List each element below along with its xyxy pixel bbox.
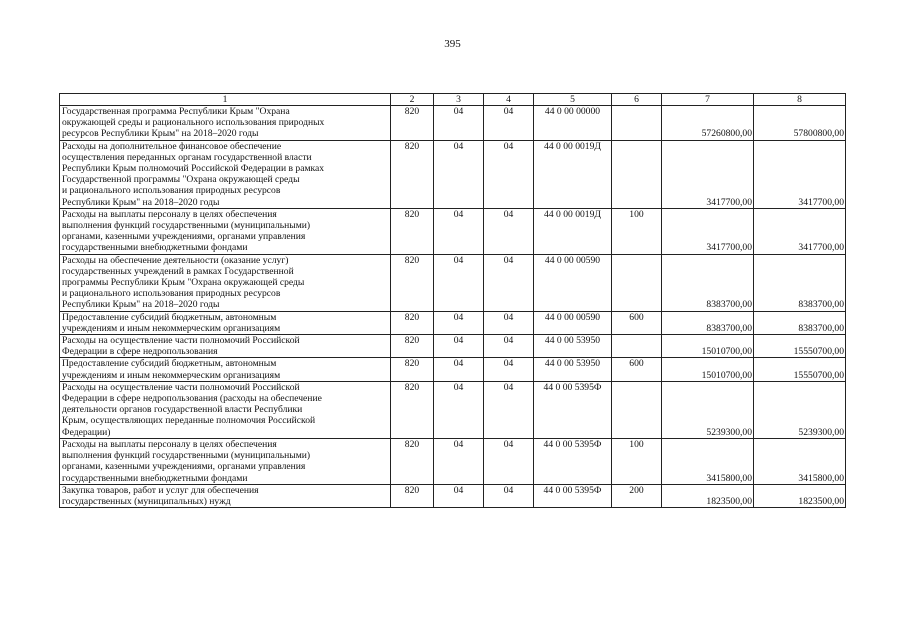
amount-2020-cell: 3417700,00 [754, 208, 846, 254]
department-code-cell: 820 [391, 106, 434, 141]
expense-type-cell: 600 [612, 358, 662, 381]
expense-name-cell [60, 106, 391, 141]
target-article-cell: 44 0 00 00590 [534, 254, 612, 311]
header-cell: 5 [534, 94, 612, 106]
target-article-cell: 44 0 00 5395Ф [534, 381, 612, 438]
expense-name-line: и рационального использования природных ресурсов [62, 185, 281, 197]
amount-2020-cell: 5239300,00 [754, 381, 846, 438]
amount-2019-cell: 1823500,00 [662, 484, 754, 507]
header-cell: 8 [754, 94, 846, 106]
expense-type-cell [612, 106, 662, 141]
table-row [60, 254, 846, 311]
expense-name-line: Расходы на выплаты персоналу в целях обеспечения [62, 208, 277, 220]
expense-name-line: Федерации в сфере недропользования [62, 346, 218, 358]
subsection-cell: 04 [484, 358, 534, 381]
amount-2020-cell: 8383700,00 [754, 254, 846, 311]
expense-name-cell [60, 254, 391, 311]
expense-type-cell: 100 [612, 438, 662, 484]
subsection-cell: 04 [484, 106, 534, 141]
expense-name-line: государственными внебюджетными фондами [62, 472, 248, 484]
expense-type-cell [612, 381, 662, 438]
expense-name-line: окружающей среды и рационального использования природных [62, 117, 325, 129]
amount-2020-cell: 57800800,00 [754, 106, 846, 141]
subsection-cell: 04 [484, 254, 534, 311]
budget-table [59, 93, 846, 508]
section-cell: 04 [434, 484, 484, 507]
target-article-cell: 44 0 00 00590 [534, 311, 612, 334]
expense-name-line: ресурсов Республики Крым" на 2018–2020 годы [62, 128, 259, 140]
expense-name-cell [60, 358, 391, 381]
department-code-cell: 820 [391, 358, 434, 381]
table-row [60, 106, 846, 141]
subsection-cell: 04 [484, 438, 534, 484]
expense-name-line: Республики Крым" на 2018–2020 годы [62, 299, 220, 311]
expense-name-line: Расходы на осуществление части полномочий Российской [62, 335, 300, 347]
expense-name-cell [60, 484, 391, 507]
amount-2019-cell: 3415800,00 [662, 438, 754, 484]
expense-name-line: Расходы на обеспечение деятельности (оказание услуг) [62, 254, 289, 266]
subsection-cell: 04 [484, 208, 534, 254]
expense-name-line: Федерации) [62, 426, 111, 438]
expense-name-cell [60, 335, 391, 358]
department-code-cell: 820 [391, 311, 434, 334]
expense-name-line: Предоставление субсидий бюджетным, автономным [62, 358, 277, 370]
expense-type-cell: 100 [612, 208, 662, 254]
section-cell: 04 [434, 438, 484, 484]
expense-name-line: органами, казенными учреждениями, органами управления [62, 231, 306, 243]
amount-2019-cell: 57260800,00 [662, 106, 754, 141]
amount-2020-cell: 1823500,00 [754, 484, 846, 507]
section-cell: 04 [434, 254, 484, 311]
amount-2020-cell: 15550700,00 [754, 335, 846, 358]
expense-name-cell [60, 140, 391, 208]
table-row [60, 484, 846, 507]
target-article-cell: 44 0 00 5395Ф [534, 438, 612, 484]
expense-name-line: программы Республики Крым "Охрана окружающей среды [62, 277, 305, 289]
expense-type-cell: 200 [612, 484, 662, 507]
table-row [60, 438, 846, 484]
expense-name-line: Закупка товаров, работ и услуг для обеспечения [62, 484, 259, 496]
amount-2019-cell: 15010700,00 [662, 358, 754, 381]
amount-2020-cell: 8383700,00 [754, 311, 846, 334]
table-row [60, 358, 846, 381]
subsection-cell: 04 [484, 381, 534, 438]
expense-name-cell [60, 381, 391, 438]
table-body [60, 106, 846, 508]
subsection-cell: 04 [484, 335, 534, 358]
section-cell: 04 [434, 335, 484, 358]
header-cell: 2 [391, 94, 434, 106]
header-cell: 4 [484, 94, 534, 106]
target-article-cell: 44 0 00 0019Д [534, 140, 612, 208]
amount-2019-cell: 8383700,00 [662, 254, 754, 311]
target-article-cell: 44 0 00 53950 [534, 358, 612, 381]
target-article-cell: 44 0 00 5395Ф [534, 484, 612, 507]
expense-name-line: Расходы на осуществление части полномочий Российской [62, 381, 300, 393]
expense-name-line: Федерации в сфере недропользования (расходы на обеспечение [62, 393, 322, 405]
department-code-cell: 820 [391, 484, 434, 507]
subsection-cell: 04 [484, 484, 534, 507]
expense-type-cell [612, 254, 662, 311]
expense-name-line: и рационального использования природных ресурсов [62, 288, 281, 300]
amount-2020-cell: 3417700,00 [754, 140, 846, 208]
expense-name-line: государственных учреждений в рамках Государственной [62, 265, 294, 277]
department-code-cell: 820 [391, 254, 434, 311]
expense-name-line: выполнения функций государственными (муниципальными) [62, 450, 311, 462]
expense-name-line: государственными внебюджетными фондами [62, 242, 248, 254]
expense-name-line: осуществления переданных органам государственной власти [62, 151, 312, 163]
amount-2019-cell: 3417700,00 [662, 140, 754, 208]
expense-name-line: Государственная программа Республики Крым "Охрана [62, 106, 290, 117]
section-cell: 04 [434, 311, 484, 334]
amount-2019-cell: 5239300,00 [662, 381, 754, 438]
subsection-cell: 04 [484, 140, 534, 208]
header-cell: 7 [662, 94, 754, 106]
table-row [60, 381, 846, 438]
department-code-cell: 820 [391, 438, 434, 484]
expense-name-line: государственных (муниципальных) нужд [62, 495, 231, 507]
target-article-cell: 44 0 00 53950 [534, 335, 612, 358]
expense-type-cell: 600 [612, 311, 662, 334]
page-number: 395 [444, 38, 461, 50]
expense-type-cell [612, 140, 662, 208]
expense-name-line: Расходы на выплаты персоналу в целях обеспечения [62, 438, 277, 450]
header-cell: 3 [434, 94, 484, 106]
target-article-cell: 44 0 00 00000 [534, 106, 612, 141]
amount-2020-cell: 15550700,00 [754, 358, 846, 381]
expense-name-line: органами, казенными учреждениями, органами управления [62, 461, 306, 473]
section-cell: 04 [434, 208, 484, 254]
expense-name-cell [60, 208, 391, 254]
section-cell: 04 [434, 381, 484, 438]
table-row [60, 208, 846, 254]
amount-2019-cell: 3417700,00 [662, 208, 754, 254]
header-cell: 6 [612, 94, 662, 106]
expense-name-line: Крым, осуществляющих переданные полномочия Российской [62, 415, 316, 427]
expense-name-cell [60, 311, 391, 334]
table-row [60, 140, 846, 208]
table-header-row [60, 94, 846, 106]
expense-name-line: Расходы на дополнительное финансовое обеспечение [62, 140, 282, 152]
section-cell: 04 [434, 140, 484, 208]
department-code-cell: 820 [391, 208, 434, 254]
expense-name-line: Республики Крым" на 2018–2020 годы [62, 196, 220, 208]
expense-name-line: выполнения функций государственными (муниципальными) [62, 220, 311, 232]
table-row [60, 311, 846, 334]
expense-name-line: учреждениям и иным некоммерческим организациям [62, 369, 281, 381]
amount-2019-cell: 8383700,00 [662, 311, 754, 334]
section-cell: 04 [434, 106, 484, 141]
expense-name-line: Республики Крым полномочий Российской Федерации в рамках [62, 163, 325, 175]
amount-2019-cell: 15010700,00 [662, 335, 754, 358]
expense-name-line: Предоставление субсидий бюджетным, автономным [62, 311, 277, 323]
expense-name-line: Государственной программы "Охрана окружающей среды [62, 174, 300, 186]
target-article-cell: 44 0 00 0019Д [534, 208, 612, 254]
amount-2020-cell: 3415800,00 [754, 438, 846, 484]
header-cell: 1 [60, 94, 391, 106]
expense-name-line: деятельности органов государственной власти Республики [62, 404, 303, 416]
expense-name-line: учреждениям и иным некоммерческим организациям [62, 322, 281, 334]
section-cell: 04 [434, 358, 484, 381]
department-code-cell: 820 [391, 335, 434, 358]
department-code-cell: 820 [391, 381, 434, 438]
department-code-cell: 820 [391, 140, 434, 208]
subsection-cell: 04 [484, 311, 534, 334]
table-row [60, 335, 846, 358]
expense-type-cell [612, 335, 662, 358]
expense-name-cell [60, 438, 391, 484]
